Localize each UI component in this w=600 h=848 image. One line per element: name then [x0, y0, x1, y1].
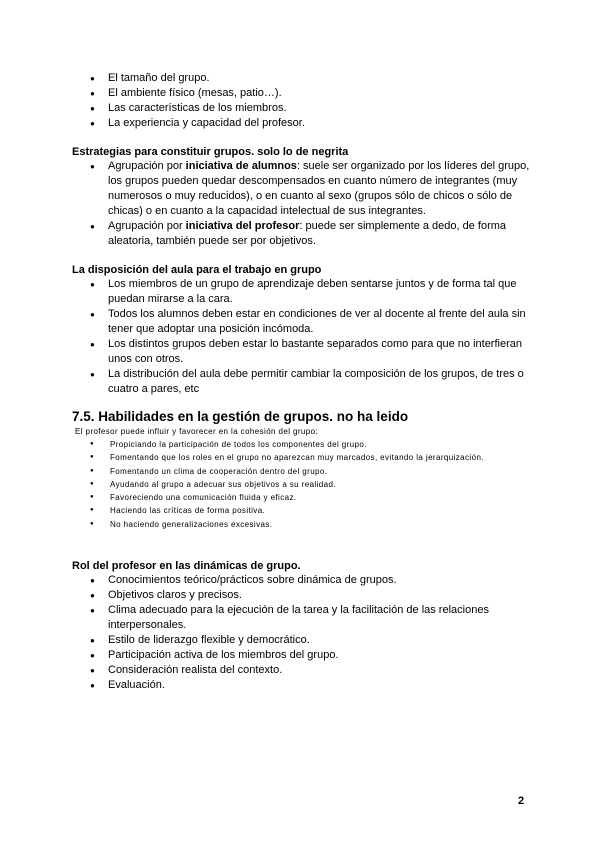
list-item: ● Fomentando un clima de cooperación dentro del grupo.	[90, 465, 500, 478]
section-heading-habilidades: 7.5. Habilidades en la gestión de grupos. no ha leido	[72, 409, 409, 424]
list-item: ● Los miembros de un grupo de aprendizaje deben sentarse juntos y de forma tal que puedan mirarse a la cara.	[90, 277, 533, 307]
rol-list	[90, 573, 533, 693]
list-item: ● Favoreciendo una comunicación fluida y eficaz.	[90, 491, 500, 504]
list-item: ● El ambiente físico (mesas, patio…).	[90, 86, 528, 101]
list-item: ● Ayudando al grupo a adecuar sus objetivos a su realidad.	[90, 478, 500, 491]
list-item: ● Los distintos grupos deben estar lo bastante separados como para que no interfieran unos con otros.	[90, 337, 533, 367]
list-item: ● La distribución del aula debe permitir cambiar la composición de los grupos, de tres o cuatro a pares, etc	[90, 367, 533, 397]
list-item: ● Agrupación por iniciativa del profesor: puede ser simplemente a dedo, de forma aleatoria, también puede ser por objetivos.	[90, 219, 533, 249]
list-item: ● Evaluación.	[90, 678, 533, 693]
list-item: ● Objetivos claros y precisos.	[90, 588, 533, 603]
section-heading-estrategias: Estrategias para constituir grupos. solo lo de negrita	[72, 146, 349, 158]
list-item: ● Propiciando la participación de todos los componentes del grupo.	[90, 438, 500, 451]
factors-list	[90, 71, 528, 131]
list-item: ● Conocimientos teórico/prácticos sobre dinámica de grupos.	[90, 573, 533, 588]
list-item: ● No haciendo generalizaciones excesivas.	[90, 518, 500, 531]
page-number: 2	[518, 795, 525, 807]
list-item: ● Clima adecuado para la ejecución de la tarea y la facilitación de las relaciones interpersonales.	[90, 603, 533, 633]
list-item: ● Estilo de liderazgo flexible y democrático.	[90, 633, 533, 648]
list-item: ● Haciendo las críticas de forma positiva.	[90, 504, 500, 517]
list-item: ● El tamaño del grupo.	[90, 71, 528, 86]
list-item: ● Participación activa de los miembros del grupo.	[90, 648, 533, 663]
list-item: ● Agrupación por iniciativa de alumnos: suele ser organizado por los líderes del grupo, los grupos pueden quedar descompensados en cuanto número de integrantes (muy numerosos o muy reducidos), o en cuanto al sexo (grupos sólo de chicos o sólo de chicas) o en cuanto a la capacidad intelectual de sus integrantes.	[90, 159, 533, 219]
habilidades-list	[90, 438, 500, 531]
list-item: ● La experiencia y capacidad del profesor.	[90, 116, 528, 131]
disposicion-list	[90, 277, 533, 397]
list-item: ● Las características de los miembros.	[90, 101, 528, 116]
list-item: ● Fomentando que los roles en el grupo no aparezcan muy marcados, evitando la jerarquización.	[90, 451, 500, 464]
habilidades-intro: El profesor puede influir y favorecer en la cohesión del grupo:	[75, 427, 319, 436]
estrategias-list	[90, 159, 533, 249]
section-heading-disposicion: La disposición del aula para el trabajo en grupo	[72, 264, 322, 276]
list-item: ● Todos los alumnos deben estar en condiciones de ver al docente al frente del aula sin tener que adoptar una posición incómoda.	[90, 307, 533, 337]
section-heading-rol: Rol del profesor en las dinámicas de grupo.	[72, 560, 301, 572]
list-item: ● Consideración realista del contexto.	[90, 663, 533, 678]
